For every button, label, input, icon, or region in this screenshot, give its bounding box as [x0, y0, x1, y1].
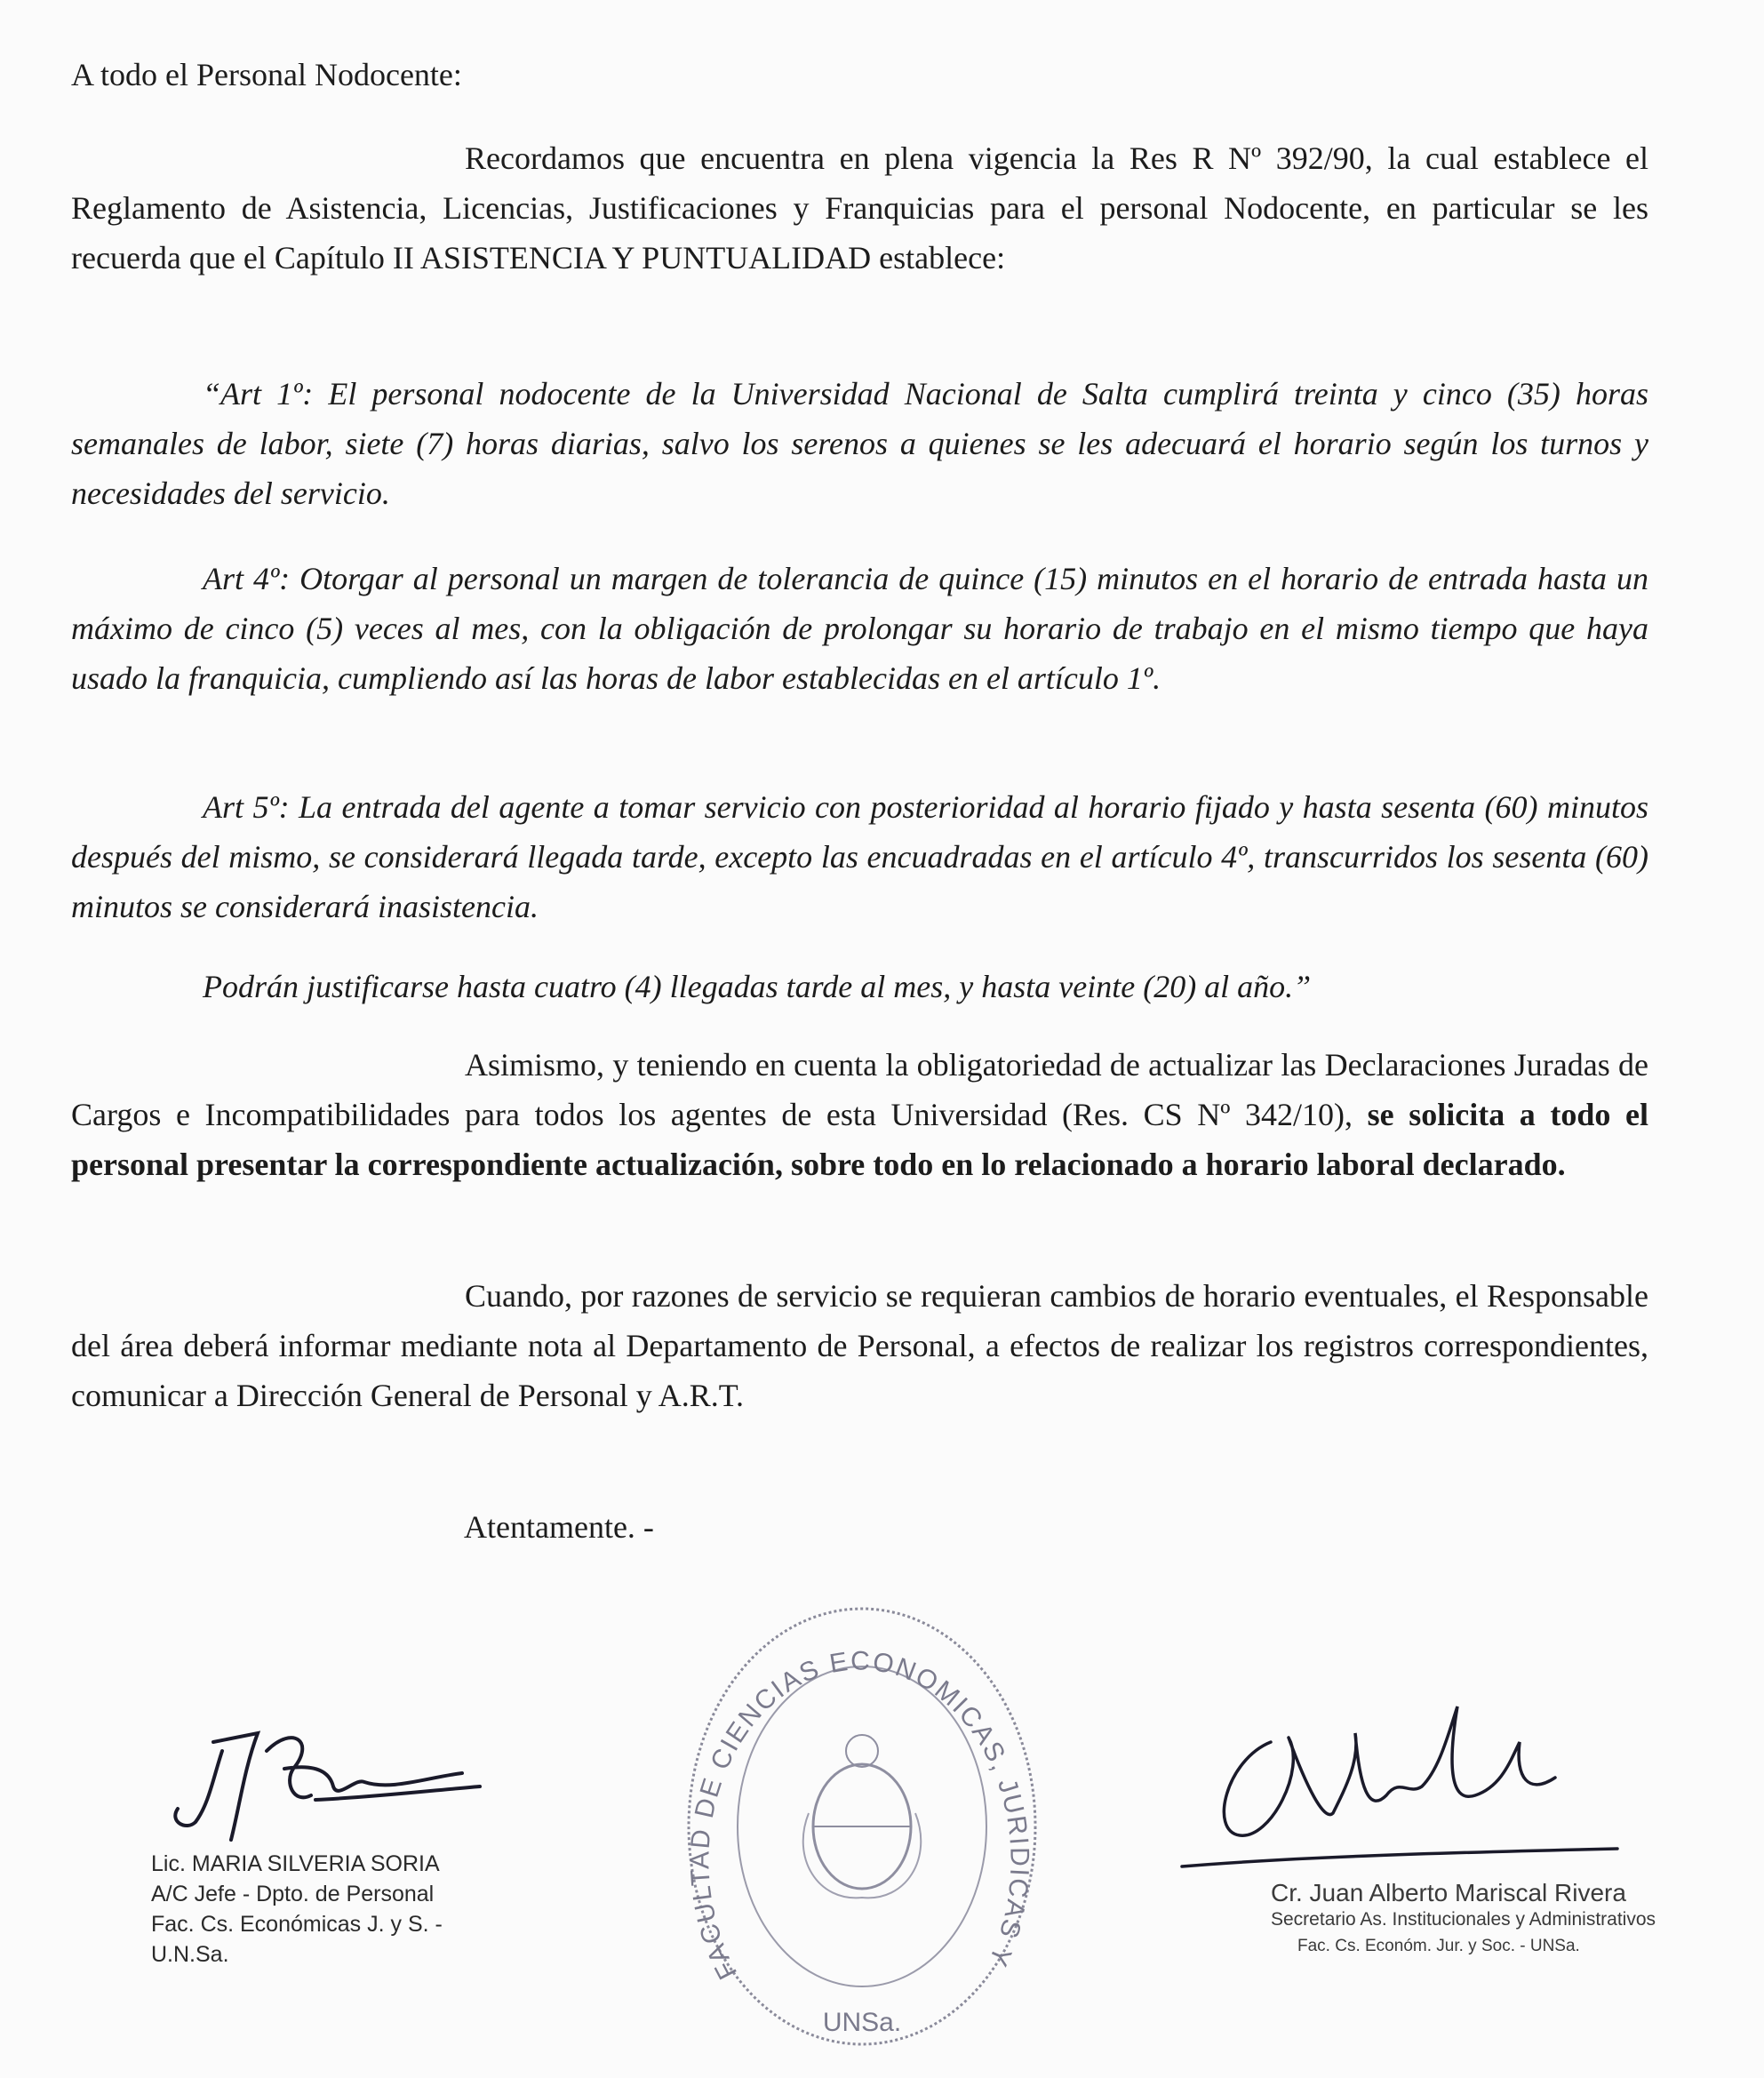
seal-bottom-text: UNSa. — [822, 2008, 902, 2037]
paragraph-declarations — [71, 1040, 1648, 1189]
signature-left-name: Lic. MARIA SILVERIA SORIA — [151, 1851, 440, 1876]
closing: Atentamente. - — [464, 1509, 654, 1545]
signature-left-icon — [160, 1715, 533, 1849]
seal-stamp — [675, 1591, 1049, 2062]
article-closing-note: Podrán justificarse hasta cuatro (4) llegadas tarde al mes, y hasta veinte (20) al año.” — [203, 969, 1312, 1004]
signature-left-role: A/C Jefe - Dpto. de Personal — [151, 1882, 435, 1906]
article-1: “Art 1º: El personal nodocente de la Universidad Nacional de Salta cumplirá treinta y cinco (35) horas semanales de labor, siete (7) horas diarias, salvo los serenos a quienes se les adecuará el horario según los turnos y necesidades del servicio. — [71, 376, 1648, 511]
signature-right-name: Cr. Juan Alberto Mariscal Rivera — [1271, 1879, 1626, 1906]
signature-left-faculty: Fac. Cs. Económicas J. y S. - U.N.Sa. — [151, 1912, 443, 1967]
signature-block-left — [107, 1715, 515, 1967]
paragraph-declarations-text: Asimismo, y teniendo en cuenta la obligatoriedad de actualizar las Declaraciones Juradas de Cargos e Incompatibilidades para todos los agentes de esta Universidad (Res. CS Nº 342/10), — [71, 1047, 1648, 1132]
signature-block-right — [1129, 1680, 1680, 1964]
salutation: A todo el Personal Nodocente: — [71, 57, 462, 92]
paragraph-schedule-changes: Cuando, por razones de servicio se requieran cambios de horario eventuales, el Responsable del área deberá informar mediante nota al Departamento de Personal, a efectos de realizar los registros correspondientes, comunicar a Dirección General de Personal y A.R.T. — [71, 1278, 1648, 1413]
paragraph-declarations-emphasis: se solicita a todo el personal presentar la correspondiente actualización, sobre todo en lo relacionado a horario laboral declarado. — [71, 1097, 1649, 1182]
signature-right-role: Secretario As. Institucionales y Administrativos — [1271, 1909, 1656, 1930]
signature-right-caption — [1271, 1880, 1656, 1960]
paragraph-intro: Recordamos que encuentra en plena vigencia la Res R Nº 392/90, la cual establece el Reglamento de Asistencia, Licencias, Justificaciones y Franquicias para el personal Nodocente, en particular se les recuerda que el Capítulo II ASISTENCIA Y PUNTUALIDAD establece: — [71, 140, 1648, 276]
signature-right-faculty: Fac. Cs. Económ. Jur. y Soc. - UNSa. — [1297, 1937, 1580, 1955]
signature-right-icon — [1155, 1680, 1653, 1884]
article-4: Art 4º: Otorgar al personal un margen de tolerancia de quince (15) minutos en el horario de entrada hasta un máximo de cinco (5) veces al mes, con la obligación de prolongar su horario de trabajo en el mismo tiempo que haya usado la franquicia, cumpliendo así las horas de labor establecidas en el artículo 1º. — [71, 561, 1648, 696]
article-5: Art 5º: La entrada del agente a tomar servicio con posterioridad al horario fijado y hasta sesenta (60) minutos después del mismo, se considerará llegada tarde, excepto las encuadradas en el artículo 4º, transcurridos los sesenta (60) minutos se considerará inasistencia. — [71, 789, 1648, 924]
svg-text:FACULTAD DE CIENCIAS ECONOMICA — [675, 1591, 1034, 1984]
signature-left-caption — [151, 1849, 515, 1970]
seal-ring-text: FACULTAD DE CIENCIAS ECONOMICAS, JURIDICAS Y — [685, 1646, 1034, 1985]
seal-icon — [675, 1591, 1049, 2062]
